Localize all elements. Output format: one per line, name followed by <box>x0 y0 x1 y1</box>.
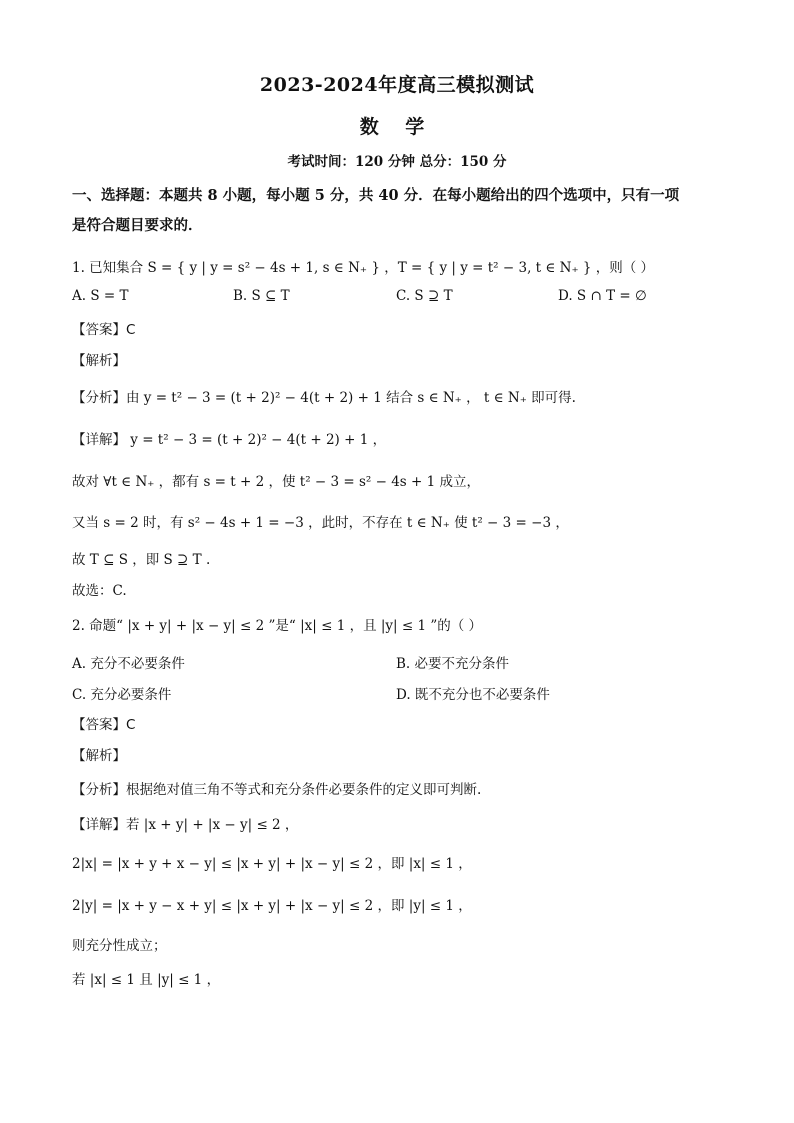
exam-meta: 考试时间：120 分钟 总分：150 分 <box>287 154 507 170</box>
q1-detail-line: 【详解】 y = t² − 3 = (t + 2)² − 4(t + 2) + 1 ， <box>72 432 387 448</box>
q1-stem: 1. 已知集合 S = { y | y = s² − 4s + 1, s ∈ N₊ } ，T = { y | y = t² − 3, t ∈ N₊ } ，则（ ） <box>72 260 655 276</box>
q2-answer: 【答案】C <box>72 717 136 733</box>
q1-conclusion: 故选：C. <box>72 583 127 599</box>
q1-option-c: C. S ⊇ T <box>396 288 453 304</box>
q1-option-a: A. S = T <box>72 288 129 304</box>
page-title: 2023-2024年度高三模拟测试 <box>259 74 535 96</box>
q2-detail-line: 2|y| = |x + y − x + y| ≤ |x + y| + |x − y| ≤ 2 ，即 |y| ≤ 1 ， <box>72 898 472 914</box>
q1-detail-line: 故对 ∀t ∈ N₊ ，都有 s = t + 2 ，使 t² − 3 = s² − 4s + 1 成立， <box>72 474 481 490</box>
q1-option-d: D. S ∩ T = ∅ <box>558 288 647 304</box>
q2-detail-line: 2|x| = |x + y + x − y| ≤ |x + y| + |x − y| ≤ 2 ，即 |x| ≤ 1 ， <box>72 856 472 872</box>
q2-detail-line: 若 |x| ≤ 1 且 |y| ≤ 1 ， <box>72 972 221 988</box>
q1-answer: 【答案】C <box>72 322 136 338</box>
q2-option-d: D. 既不充分也不必要条件 <box>396 687 550 703</box>
q1-fenxi: 【分析】由 y = t² − 3 = (t + 2)² − 4(t + 2) + 1 结合 s ∈ N₊ ， t ∈ N₊ 即可得. <box>72 390 576 406</box>
q1-detail-line: 故 T ⊆ S ，即 S ⊇ T . <box>72 552 211 568</box>
q2-fenxi: 【分析】根据绝对值三角不等式和充分条件必要条件的定义即可判断. <box>72 782 482 798</box>
q1-option-b: B. S ⊆ T <box>233 288 290 304</box>
section-heading-line1: 一、选择题：本题共 8 小题，每小题 5 分，共 40 分．在每小题给出的四个选项中，只有一项 <box>72 187 680 204</box>
q2-analysis-label: 【解析】 <box>72 748 126 764</box>
q2-detail-line: 则充分性成立； <box>72 938 167 954</box>
q1-detail-line: 又当 s = 2 时，有 s² − 4s + 1 = −3 ，此时，不存在 t ∈ N₊ 使 t² − 3 = −3 ， <box>72 515 569 531</box>
q2-option-c: C. 充分必要条件 <box>72 687 172 703</box>
q2-option-a: A. 充分不必要条件 <box>72 656 185 672</box>
q2-option-b: B. 必要不充分条件 <box>396 656 510 672</box>
q1-analysis-label: 【解析】 <box>72 353 126 369</box>
subject-title: 数 学 <box>359 116 435 138</box>
q2-detail-line: 【详解】若 |x + y| + |x − y| ≤ 2 ， <box>72 817 299 833</box>
section-heading-line2: 是符合题目要求的． <box>72 217 203 234</box>
q2-stem: 2. 命题“ |x + y| + |x − y| ≤ 2 ”是“ |x| ≤ 1 ，且 |y| ≤ 1 ”的（ ） <box>72 618 483 634</box>
